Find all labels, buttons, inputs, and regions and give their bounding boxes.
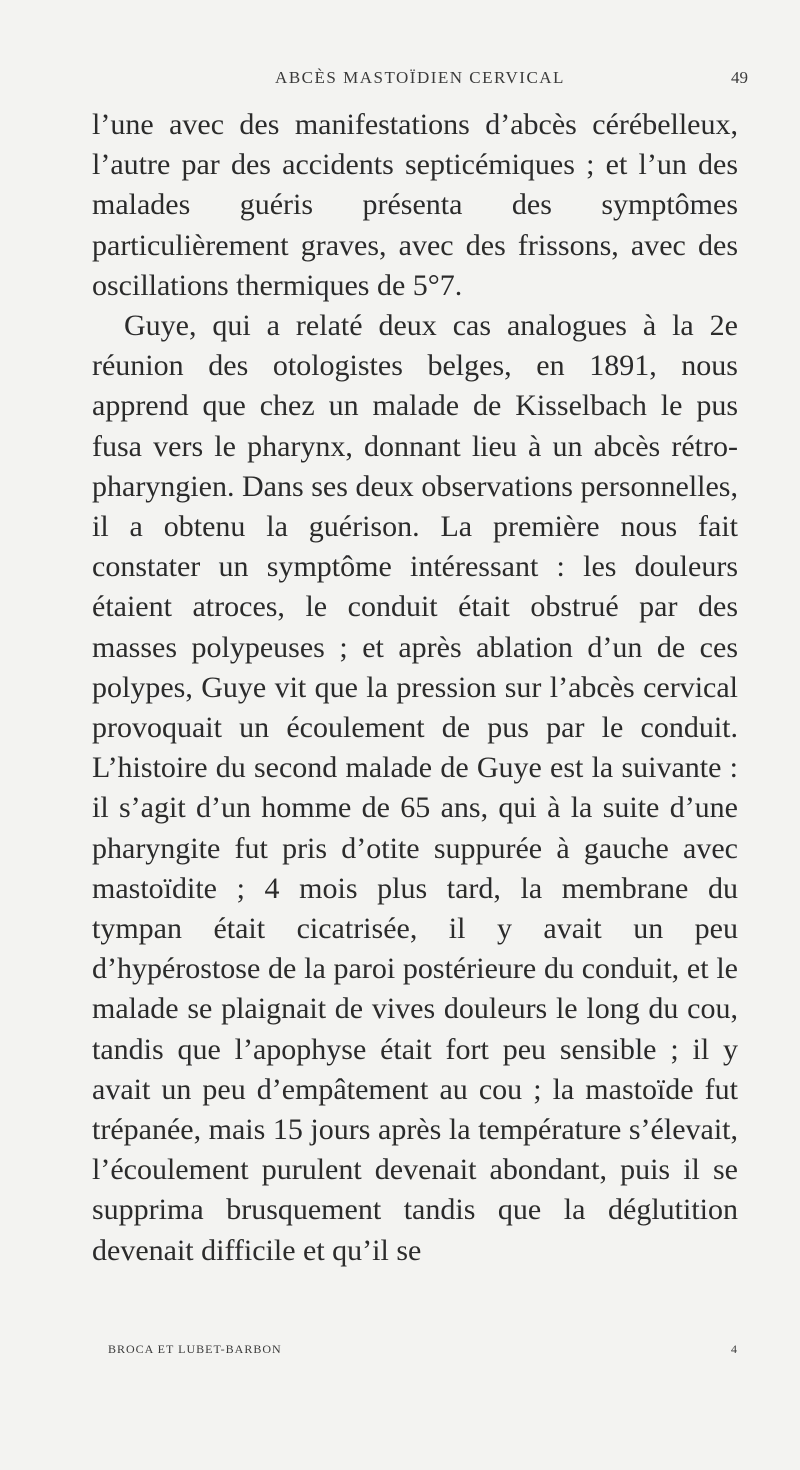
paragraph: l’une avec des manifestations d’abcès cérébelleux, l’autre par des accidents septicémiques ; et l’un des malades guéris présenta des symptômes particulièrement graves, avec des frissons, avec des oscillations thermiques de 5°7. xyxy=(92,108,738,302)
body-text xyxy=(92,105,738,1271)
page-number: 49 xyxy=(731,68,748,87)
running-title: ABCÈS MASTOÏDIEN CERVICAL xyxy=(275,68,565,87)
printer-signature-mark: BROCA ET LUBET-BARBON xyxy=(108,1342,282,1356)
paragraph: Guye, qui a relaté deux cas analogues à la 2e réunion des otologistes belges, en 1891, nous apprend que chez un malade de Kisselbach le pus fusa vers le pharynx, donnant lieu à un abcès rétro-pharyngien. Dans ses deux observations personnelles, il a obtenu la guérison. La première nous fait constater un symptôme intéressant : les douleurs étaient atroces, le conduit était obstrué par des masses polypeuses ; et après ablation d’un de ces polypes, Guye vit que la pression sur l’abcès cervical provoquait un écoulement de pus par le conduit. L’histoire du second malade de Guye est la suivante : il s’agit d’un homme de 65 ans, qui à la suite d’une pharyngite fut pris d’otite suppurée à gauche avec mastoïdite ; 4 mois plus tard, la membrane du tympan était cicatrisée, il y avait un peu d’hypérostose de la paroi postérieure du conduit, et le malade se plaignait de vives douleurs le long du cou, tandis que l’apophyse était fort peu sensible ; il y avait un peu d’empâtement au cou ; la mastoïde fut trépanée, mais 15 jours après la température s’élevait, l’écoulement purulent devenait abondant, puis il se supprima brusquement tandis que la déglutition devenait difficile et qu’il se xyxy=(92,309,738,1267)
page-footer xyxy=(108,1342,738,1364)
running-head xyxy=(100,68,748,98)
signature-number: 4 xyxy=(731,1342,738,1356)
